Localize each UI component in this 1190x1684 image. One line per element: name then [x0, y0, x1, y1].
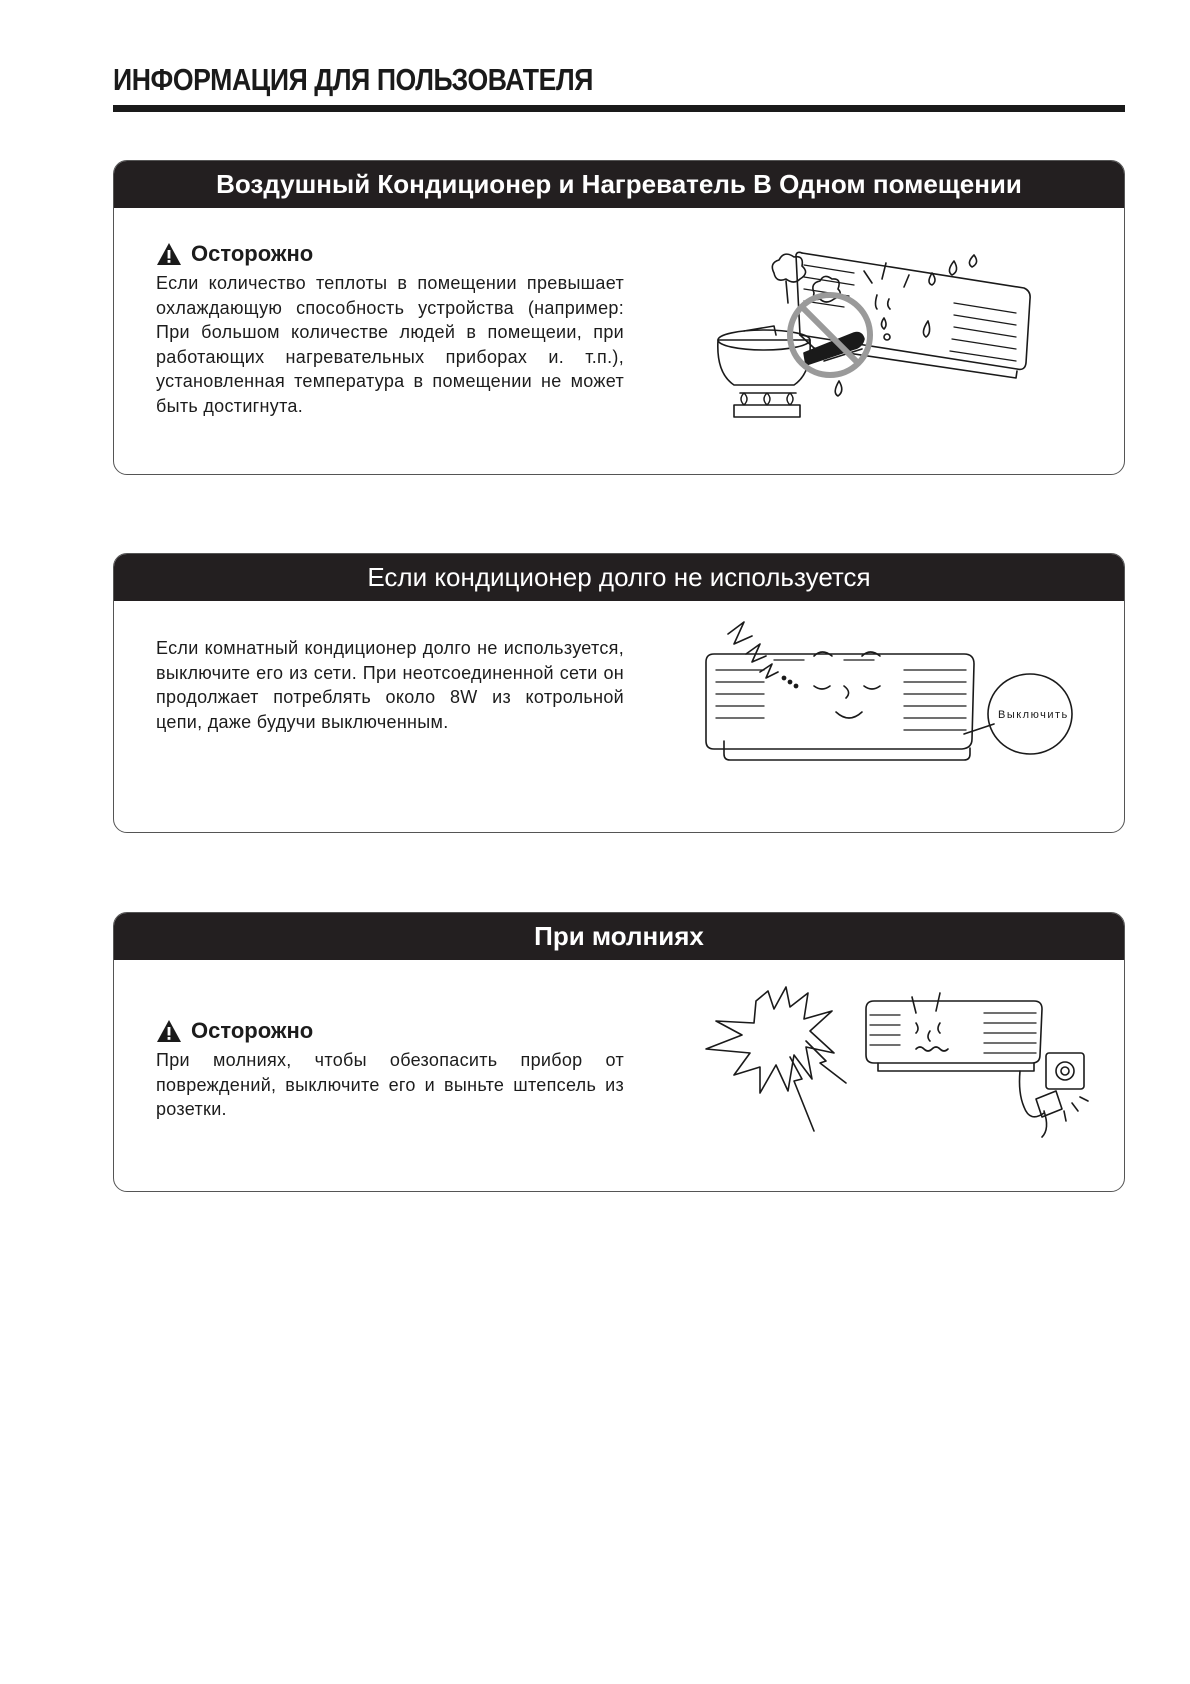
caution-label: Осторожно — [191, 1018, 314, 1043]
section-body-text: Если количество теплоты в помещении превышает охлаждающую способность устройства (например: При большом количестве людей в помещеии, при работающих нагревательных приборах и. т.п.), установленная температура в помещении не может быть достигнута. — [156, 273, 624, 416]
warning-icon — [156, 1019, 182, 1043]
warning-icon — [156, 242, 182, 266]
caution-heading — [156, 1018, 624, 1044]
section-text-block — [156, 241, 624, 418]
section-heading: Если кондиционер долго не используется — [114, 554, 1124, 601]
section-heading: При молниях — [114, 913, 1124, 960]
ac-and-heater-illustration — [704, 233, 1104, 453]
sleeping-ac-illustration — [694, 614, 1114, 784]
section-ac-and-heater — [113, 160, 1125, 475]
section-text-block — [156, 636, 624, 734]
bubble-label: Выключить — [998, 709, 1069, 721]
section-long-unused — [113, 553, 1125, 833]
caution-heading — [156, 241, 624, 267]
title-rule — [113, 105, 1125, 112]
caution-label: Осторожно — [191, 241, 314, 266]
section-lightning — [113, 912, 1125, 1192]
section-body-text: Если комнатный кондиционер долго не используется, выключите его из сети. При неотсоединенной сети он продолжает потреблять около 8W из котрольной цепи, даже будучи выключенным. — [156, 638, 624, 732]
lightning-illustration — [694, 983, 1114, 1183]
page-title: ИНФОРМАЦИЯ ДЛЯ ПОЛЬЗОВАТЕЛЯ — [113, 62, 593, 97]
section-body-text: При молниях, чтобы обезопасить прибор от повреждений, выключите его и выньте штепсель из розетки. — [156, 1050, 624, 1119]
section-text-block — [156, 1018, 624, 1122]
section-heading: Воздушный Кондиционер и Нагреватель В Одном помещении — [114, 161, 1124, 208]
